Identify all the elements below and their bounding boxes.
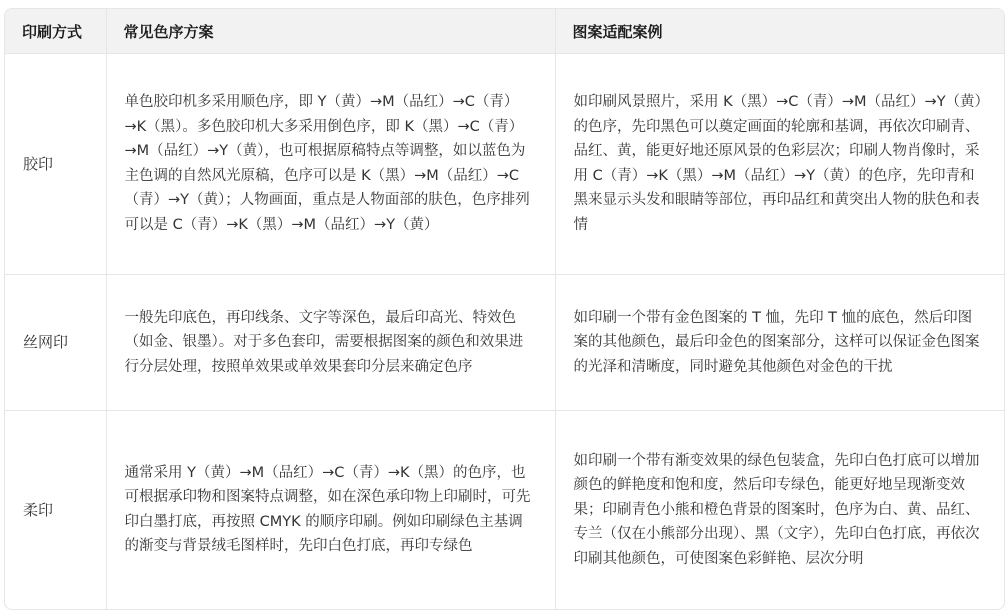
cell-method: 胶印 (5, 54, 106, 275)
print-color-sequence-table (5, 9, 1004, 609)
cell-example (555, 274, 1004, 410)
scheme-text: 一般先印底色，再印线条、文字等深色，最后印高光、特效色（如金、银墨）。对于多色套印，需要根据图案的颜色和效果进行分层处理，按照单效果或单效果套印分层来确定色序 (124, 309, 524, 375)
cell-method: 丝网印 (5, 274, 106, 410)
header-color-sequence-scheme: 常见色序方案 (106, 9, 555, 54)
header-print-method: 印刷方式 (5, 9, 106, 54)
table-row (5, 54, 1004, 275)
cell-scheme (106, 410, 555, 609)
cell-example (555, 410, 1004, 609)
header-pattern-case: 图案适配案例 (555, 9, 1004, 54)
print-color-sequence-table-container (4, 8, 1005, 610)
table-body (5, 54, 1004, 610)
example-text: 如印刷一个带有金色图案的 T 恤，先印 T 恤的底色，然后印图案的其他颜色，最后印金色的图案部分，这样可以保证金色图案的光泽和清晰度，同时避免其他颜色对金色的干扰 (573, 309, 980, 375)
scheme-text: 单色胶印机多采用顺色序，即 Y（黄）→M（品红）→C（青）→K（黑）。多色胶印机大多采用倒色序，即 K（黑）→C（青）→M（品红）→Y（黄），也可根据原稿特点等调整，如以蓝色为主色调的自然风光原稿，色序可以是 K（黑）→M（品红）→C（青）→Y（黄）；人物画面，重点是人物面部的肤色，色序排列可以是 C（青）→K（黑）→M（品红）→Y（黄） (124, 94, 530, 233)
header-row (5, 9, 1004, 54)
cell-scheme (106, 54, 555, 275)
cell-example (555, 54, 1004, 275)
cell-method: 柔印 (5, 410, 106, 609)
table-row (5, 410, 1004, 609)
scheme-text: 通常采用 Y（黄）→M（品红）→C（青）→K（黑）的色序，也可根据承印物和图案特点调整，如在深色承印物上印刷时，可先印白墨打底，再按照 CMYK 的顺序印刷。例如印刷绿色主基调的渐变与背景绒毛图样时，先印白色打底，再印专绿色 (124, 464, 531, 555)
example-text: 如印刷一个带有渐变效果的绿色包装盒，先印白色打底可以增加颜色的鲜艳度和饱和度，然后印专绿色，能更好地呈现渐变效果；印刷青色小熊和橙色背景的图案时，色序为白、黄、品红、专兰（仅在小熊部分出现）、黑（文字），先印白色打底，再依次印刷其他颜色，可使图案色彩鲜艳、层次分明 (573, 452, 980, 567)
table-header (5, 9, 1004, 54)
table-row (5, 274, 1004, 410)
cell-scheme (106, 274, 555, 410)
example-text: 如印刷风景照片，采用 K（黑）→C（青）→M（品红）→Y（黄）的色序，先印黑色可以奠定画面的轮廓和基调，再依次印刷青、品红、黄，能更好地还原风景的色彩层次；印刷人物肖像时，采用 C（青）→K（黑）→M（品红）→Y（黄）的色序，先印青和黑来显示头发和眼睛等部位，再印品红和黄突出人物的肤色和表情 (573, 94, 982, 233)
